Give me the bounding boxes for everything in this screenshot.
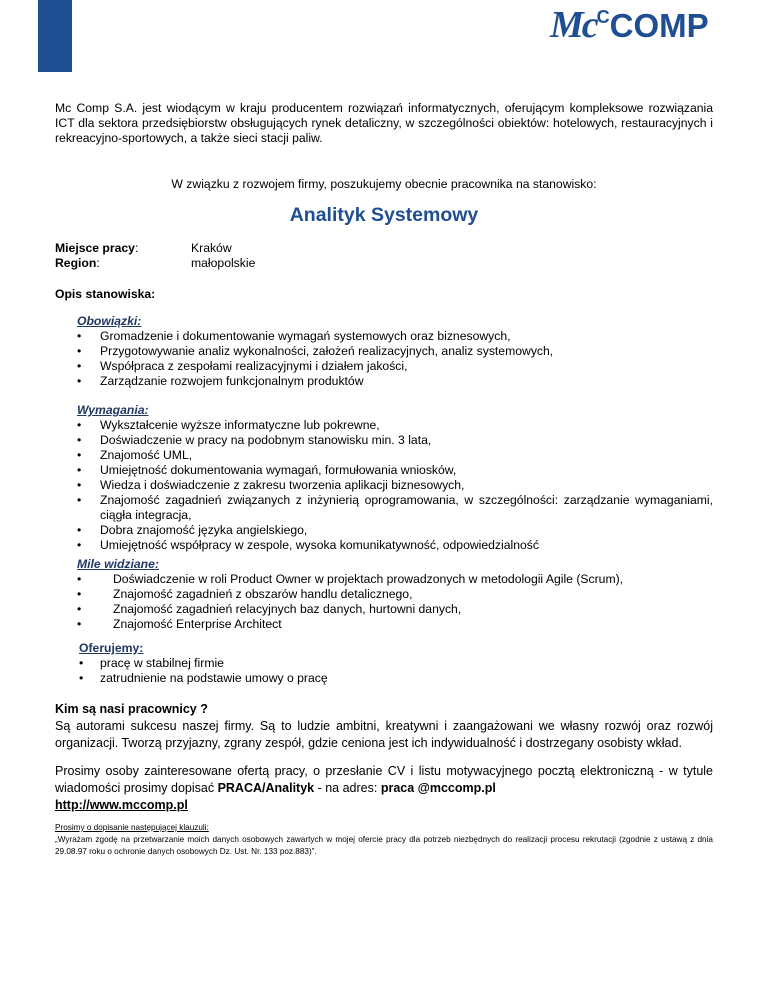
offer-section bbox=[79, 641, 679, 686]
requirements-list bbox=[77, 418, 713, 553]
description-heading: Opis stanowiska: bbox=[55, 287, 156, 301]
logo-mc: Mc bbox=[550, 4, 597, 46]
list-item: • Umiejętność współpracy w zespole, wysoka komunikatywność, odpowiedzialność bbox=[77, 538, 713, 553]
gdpr-text: „Wyrażam zgodę na przetwarzanie moich danych osobowych zawartych w mojej ofercie pracy dla potrzeb niezbędnych do realizacji procesu rekrutacji (zgodnie z ustawą z dnia 29.08.97 roku o ochronie danych osobowych Dz. Ust. Nr. 133 poz.883)”. bbox=[55, 835, 713, 856]
company-intro: Mc Comp S.A. jest wiodącym w kraju producentem rozwiązań informatycznych, oferującym kompleksowe rozwiązania ICT dla sektora przedsiębiorstw obsługujących rynek detaliczny, w szczególności obiektów: hotelowych, restauracyjnych i rekreacyjno-sportowych, a także sieci stacji paliw. bbox=[55, 101, 713, 145]
offer-heading: Oferujemy: bbox=[79, 641, 144, 655]
job-meta bbox=[55, 241, 255, 271]
list-item: • pracę w stabilnej firmie bbox=[79, 656, 679, 671]
list-item: • Wykształcenie wyższe informatyczne lub pokrewne, bbox=[77, 418, 713, 433]
meta-colon: : bbox=[134, 241, 139, 255]
meta-key: Miejsce pracy bbox=[55, 241, 135, 255]
list-item: • Zarządzanie rozwojem funkcjonalnym produktów bbox=[77, 374, 693, 389]
meta-key: Region bbox=[55, 256, 97, 270]
website-link[interactable]: http://www.mccomp.pl bbox=[55, 798, 188, 812]
employees-section bbox=[55, 701, 713, 752]
list-item: • Dobra znajomość języka angielskiego, bbox=[77, 523, 713, 538]
mccomp-logo bbox=[550, 4, 709, 46]
nice-to-have-section bbox=[77, 557, 693, 632]
list-item: • Znajomość zagadnień z obszarów handlu detalicznego, bbox=[77, 587, 693, 602]
list-item: • zatrudnienie na podstawie umowy o pracę bbox=[79, 671, 679, 686]
meta-value: małopolskie bbox=[191, 256, 256, 270]
list-item: • Znajomość UML, bbox=[77, 448, 713, 463]
email-subject: PRACA/Analityk bbox=[217, 781, 315, 795]
application-instructions bbox=[55, 763, 713, 814]
duties-list bbox=[77, 329, 693, 389]
cta-text-middle: - na adres: bbox=[314, 781, 381, 795]
employees-heading: Kim są nasi pracownicy ? bbox=[55, 702, 208, 716]
gdpr-clause bbox=[55, 822, 713, 858]
job-title: Analityk Systemowy bbox=[289, 204, 479, 226]
list-item: • Gromadzenie i dokumentowanie wymagań systemowych oraz biznesowych, bbox=[77, 329, 693, 344]
list-item: • Doświadczenie w roli Product Owner w projektach prowadzonych w metodologii Agile (Scrum), bbox=[77, 572, 693, 587]
duties-section bbox=[77, 314, 693, 389]
logo-c: C bbox=[596, 7, 610, 27]
requirements-section bbox=[77, 403, 713, 553]
list-item: • Doświadczenie w pracy na podobnym stanowisku min. 3 lata, bbox=[77, 433, 713, 448]
logo-comp: COMP bbox=[609, 7, 709, 44]
nice-to-have-list bbox=[77, 572, 693, 632]
gdpr-heading: Prosimy o dopisanie następującej klauzuli: bbox=[55, 823, 209, 832]
requirements-heading: Wymagania: bbox=[77, 403, 149, 417]
duties-heading: Obowiązki: bbox=[77, 314, 142, 328]
lead-sentence: W związku z rozwojem firmy, poszukujemy obecnie pracownika na stanowisko: bbox=[171, 177, 597, 191]
list-item: • Wiedza i doświadczenie z zakresu tworzenia aplikacji biznesowych, bbox=[77, 478, 713, 493]
list-item: • Znajomość zagadnień relacyjnych baz danych, hurtowni danych, bbox=[77, 602, 693, 617]
list-item: • Umiejętność dokumentowania wymagań, formułowania wniosków, bbox=[77, 463, 713, 478]
employees-text: Są autorami sukcesu naszej firmy. Są to ludzie ambitni, kreatywni i zaangażowani we własny rozwój oraz rozwój organizacji. Tworzą przyjazny, zgrany zespół, gdzie ceniona jest ich indywidualność i dostrzegany osobisty wkład. bbox=[55, 719, 713, 750]
list-item: • Znajomość Enterprise Architect bbox=[77, 617, 693, 632]
list-item: • Współpraca z zespołami realizacyjnymi i działem jakości, bbox=[77, 359, 693, 374]
list-item: • Przygotowywanie analiz wykonalności, założeń realizacyjnych, analiz systemowych, bbox=[77, 344, 693, 359]
meta-row-region bbox=[55, 256, 255, 271]
meta-row-location bbox=[55, 241, 255, 256]
offer-list bbox=[79, 656, 679, 686]
corner-decoration bbox=[38, 0, 72, 72]
cta-text: Prosimy osoby zainteresowane ofertą pracy, o przesłanie CV i listu motywacyjnego pocztą elektroniczną - w tytule wiadomości prosimy dopisać bbox=[55, 764, 713, 795]
list-item: • Znajomość zagadnień związanych z inżynierią oprogramowania, w szczególności: zarządzanie wymaganiami, ciągła integracja, bbox=[77, 493, 713, 523]
email-address[interactable]: praca @mccomp.pl bbox=[380, 781, 496, 795]
nice-to-have-heading: Mile widziane: bbox=[77, 557, 159, 571]
meta-colon: : bbox=[96, 256, 100, 270]
meta-value: Kraków bbox=[191, 241, 232, 255]
